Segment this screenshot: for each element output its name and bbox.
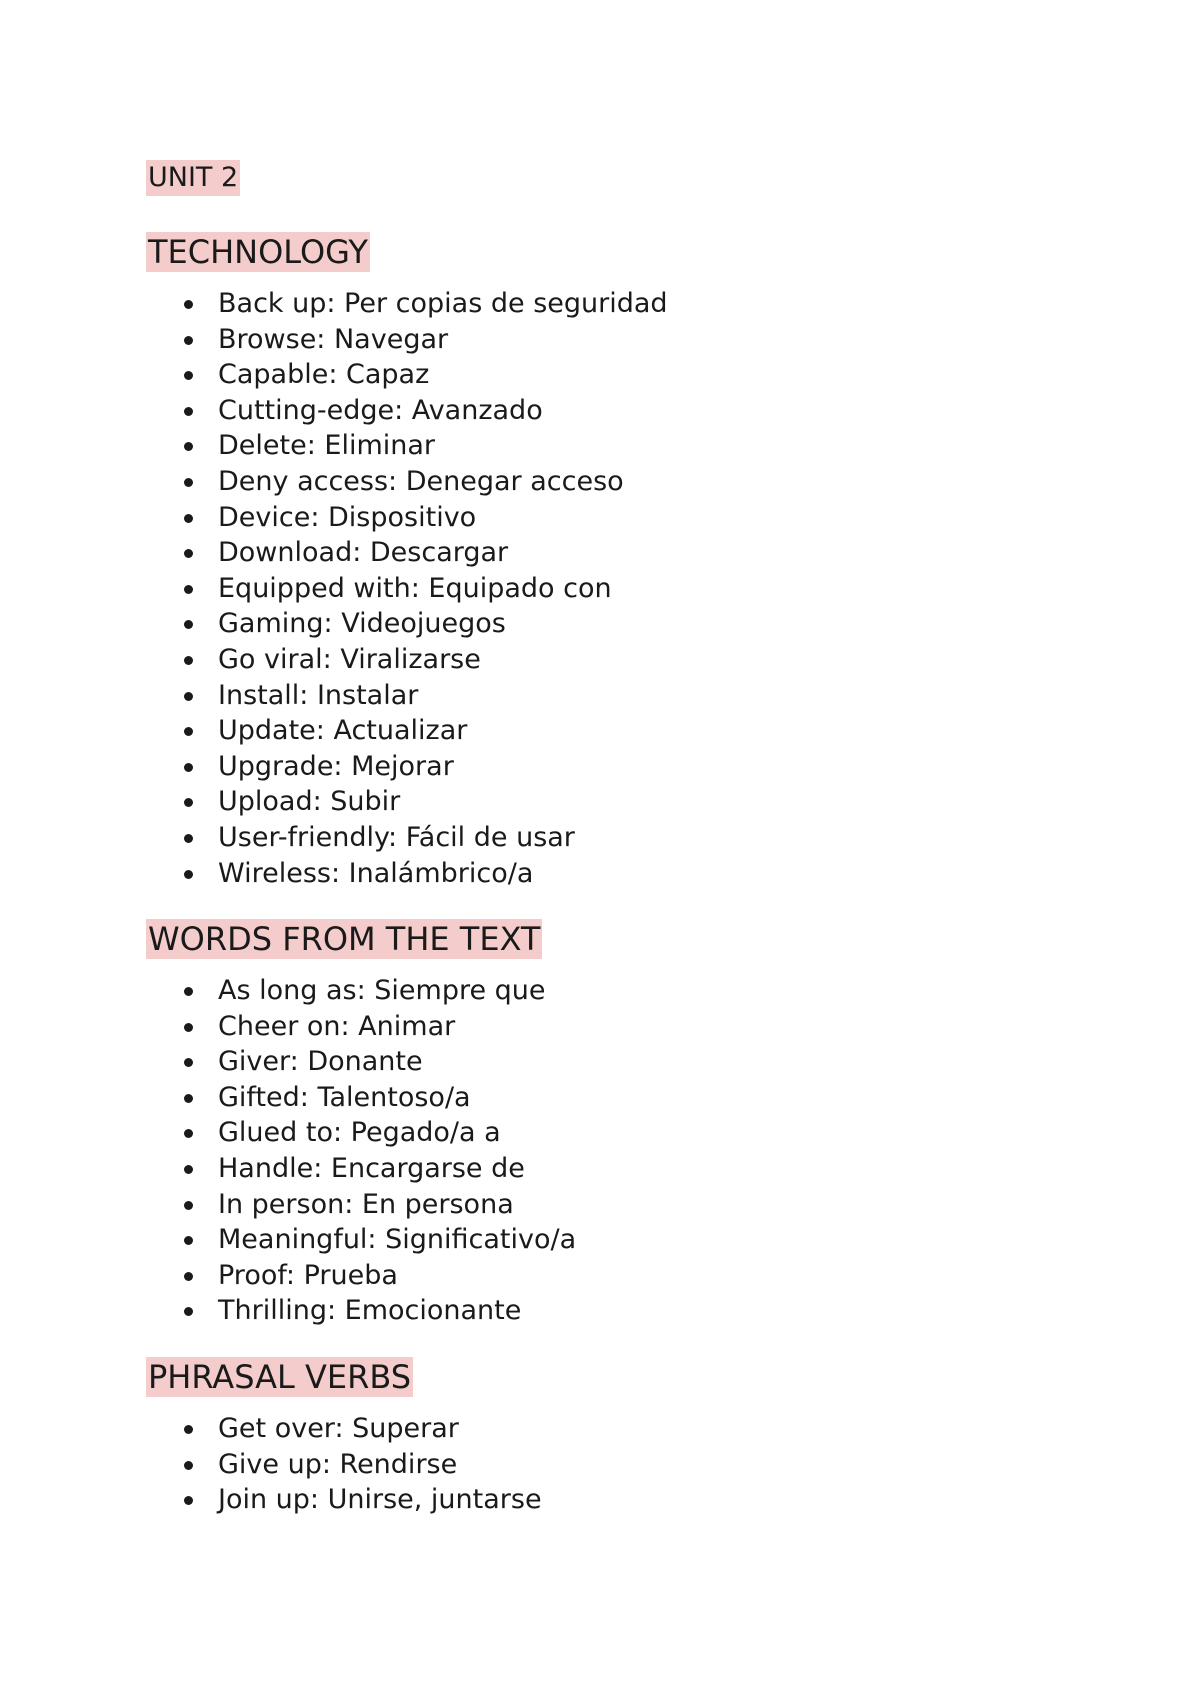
bullet-icon <box>184 870 193 879</box>
term-list <box>146 1411 1106 1518</box>
term-text: Giver: Donante <box>218 1046 423 1078</box>
term-text: User-friendly: Fácil de usar <box>218 821 575 853</box>
term-text: Give up: Rendirse <box>218 1448 458 1480</box>
bullet-icon <box>184 1307 193 1316</box>
bullet-icon <box>184 549 193 558</box>
section-heading: PHRASAL VERBS <box>148 1358 412 1397</box>
bullet-icon <box>184 620 193 629</box>
bullet-icon <box>184 727 193 736</box>
term-text: Install: Instalar <box>218 679 419 711</box>
term-text: Proof: Prueba <box>218 1259 398 1291</box>
bullet-icon <box>184 442 193 451</box>
term-text: As long as: Siempre que <box>218 975 546 1007</box>
section-heading-row <box>146 232 1106 272</box>
bullet-icon <box>184 1058 193 1067</box>
bullet-icon <box>184 1129 193 1138</box>
list-item <box>184 820 1106 856</box>
list-item <box>184 1044 1106 1080</box>
bullet-icon <box>184 1201 193 1210</box>
term-text: Update: Actualizar <box>218 715 468 747</box>
list-item <box>184 1447 1106 1483</box>
term-text: Upgrade: Mejorar <box>218 750 454 782</box>
list-item <box>184 1115 1106 1151</box>
term-text: Capable: Capaz <box>218 359 430 391</box>
term-text: Handle: Encargarse de <box>218 1153 525 1185</box>
bullet-icon <box>184 300 193 309</box>
term-text: Join up: Unirse, juntarse <box>218 1484 542 1516</box>
term-text: Cheer on: Animar <box>218 1010 456 1042</box>
list-item <box>184 571 1106 607</box>
document-page <box>146 160 1106 1518</box>
bullet-icon <box>184 478 193 487</box>
list-item <box>184 642 1106 678</box>
term-text: Wireless: Inalámbrico/a <box>218 857 534 889</box>
term-text: Browse: Navegar <box>218 323 449 355</box>
bullet-icon <box>184 585 193 594</box>
term-text: Upload: Subir <box>218 786 401 818</box>
bullet-icon <box>184 1236 193 1245</box>
list-item <box>184 606 1106 642</box>
list-item <box>184 1482 1106 1518</box>
list-item <box>184 1258 1106 1294</box>
list-item <box>184 357 1106 393</box>
list-item <box>184 1009 1106 1045</box>
list-item <box>184 973 1106 1009</box>
list-item <box>184 713 1106 749</box>
list-item <box>184 535 1106 571</box>
list-item <box>184 393 1106 429</box>
sections-container <box>146 232 1106 1518</box>
list-item <box>184 322 1106 358</box>
term-text: Go viral: Viralizarse <box>218 643 481 675</box>
bullet-icon <box>184 1165 193 1174</box>
bullet-icon <box>184 834 193 843</box>
section-heading-row <box>146 919 1106 959</box>
list-item <box>184 749 1106 785</box>
term-text: Meaningful: Significativo/a <box>218 1224 577 1256</box>
bullet-icon <box>184 1272 193 1281</box>
term-text: Delete: Eliminar <box>218 430 436 462</box>
list-item <box>184 428 1106 464</box>
term-list <box>146 286 1106 891</box>
section-heading: TECHNOLOGY <box>148 233 368 271</box>
list-item <box>184 464 1106 500</box>
bullet-icon <box>184 1023 193 1032</box>
bullet-icon <box>184 763 193 772</box>
list-item <box>184 1080 1106 1116</box>
bullet-icon <box>184 692 193 701</box>
list-item <box>184 500 1106 536</box>
list-item <box>184 678 1106 714</box>
list-item <box>184 1187 1106 1223</box>
bullet-icon <box>184 1496 193 1505</box>
term-text: In person: En persona <box>218 1188 514 1220</box>
term-text: Glued to: Pegado/a a <box>218 1117 501 1149</box>
term-text: Back up: Per copias de seguridad <box>218 288 668 319</box>
term-text: Get over: Superar <box>218 1413 459 1445</box>
term-text: Gifted: Talentoso/a <box>218 1081 471 1113</box>
section-heading: WORDS FROM THE TEXT <box>148 920 541 959</box>
bullet-icon <box>184 336 193 345</box>
term-text: Deny access: Denegar acceso <box>218 465 624 497</box>
bullet-icon <box>184 407 193 416</box>
bullet-icon <box>184 1425 193 1434</box>
section-heading-row <box>146 1357 1106 1397</box>
list-item <box>184 286 1106 322</box>
unit-title: UNIT 2 <box>146 160 240 196</box>
vocab-section <box>146 232 1106 891</box>
bullet-icon <box>184 987 193 996</box>
term-text: Download: Descargar <box>218 537 509 569</box>
term-text: Gaming: Videojuegos <box>218 608 506 640</box>
bullet-icon <box>184 514 193 523</box>
list-item <box>184 1293 1106 1329</box>
list-item <box>184 1222 1106 1258</box>
unit-title-row <box>146 160 1106 218</box>
list-item <box>184 784 1106 820</box>
term-list <box>146 973 1106 1329</box>
list-item <box>184 856 1106 892</box>
term-text: Cutting-edge: Avanzado <box>218 394 543 426</box>
vocab-section <box>146 919 1106 1329</box>
bullet-icon <box>184 1094 193 1103</box>
term-text: Equipped with: Equipado con <box>218 572 612 604</box>
vocab-section <box>146 1357 1106 1518</box>
term-text: Device: Dispositivo <box>218 501 477 533</box>
list-item <box>184 1411 1106 1447</box>
bullet-icon <box>184 371 193 380</box>
list-item <box>184 1151 1106 1187</box>
bullet-icon <box>184 656 193 665</box>
bullet-icon <box>184 798 193 807</box>
term-text: Thrilling: Emocionante <box>218 1295 522 1327</box>
bullet-icon <box>184 1461 193 1470</box>
